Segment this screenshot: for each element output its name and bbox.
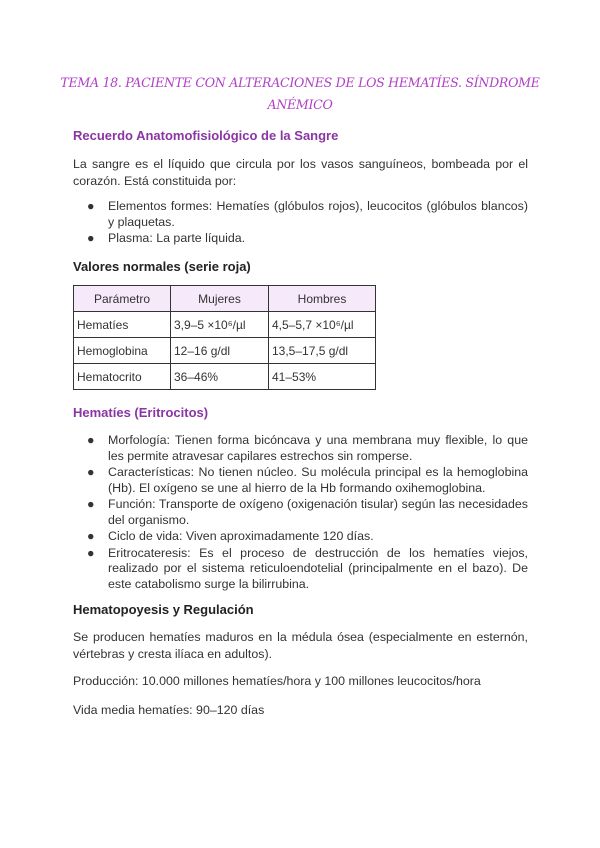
list-item: ● Función: Transporte de oxígeno (oxigenación tisular) según las necesidades del organismo. — [87, 497, 528, 527]
components-list — [73, 199, 528, 248]
hematopoyesis-paragraph: Se producen hematíes maduros en la médula ósea (especialmente en esternón, vértebras y cresta ilíaca en adultos). — [73, 630, 528, 661]
list-item: ● Eritrocateresis: Es el proceso de destrucción de los hematíes viejos, realizado por el sistema reticuloendotelial (principalmente en el bazo). De este catabolismo surge la bilirrubina. — [87, 545, 528, 591]
section-heading-sangre: Recuerdo Anatomofisiológico de la Sangre — [73, 128, 339, 143]
bullet-icon: ● — [87, 433, 95, 447]
column-header: Mujeres — [171, 286, 269, 312]
list-item: ● Morfología: Tienen forma bicóncava y una membrana muy flexible, lo que les permite atravesar capilares estrechos sin romperse. — [87, 433, 528, 463]
table-cell: 13,5–17,5 g/dl — [269, 338, 376, 364]
table-heading: Valores normales (serie roja) — [73, 259, 251, 274]
list-item: ● Características: No tienen núcleo. Su molécula principal es la hemoglobina (Hb). El oxígeno se une al hierro de la Hb formando oxihemoglobina. — [87, 465, 528, 495]
table-cell: Hematocrito — [74, 364, 171, 390]
list-item: ● Elementos formes: Hematíes (glóbulos rojos), leucocitos (glóbulos blancos) y plaquetas. — [87, 199, 528, 229]
section-heading-hematies: Hematíes (Eritrocitos) — [73, 405, 209, 420]
table-cell: Hematíes — [74, 312, 171, 338]
table-cell: 3,9–5 ×10⁶/µl — [171, 312, 269, 338]
hematies-list — [73, 433, 528, 593]
column-header: Parámetro — [74, 286, 171, 312]
bullet-icon: ● — [87, 465, 95, 479]
title-line-2: ANÉMICO — [267, 97, 333, 112]
normal-values-table — [73, 285, 376, 390]
document-title — [60, 72, 540, 116]
table-row — [74, 364, 376, 390]
bullet-icon: ● — [87, 497, 95, 511]
list-item: ● Plasma: La parte líquida. — [87, 231, 246, 245]
list-item: ● Ciclo de vida: Viven aproximadamente 120 días. — [87, 529, 374, 543]
bullet-icon: ● — [87, 199, 95, 213]
title-line-1: TEMA 18. PACIENTE CON ALTERACIONES DE LOS HEMATÍES. SÍNDROME — [60, 75, 540, 90]
bullet-icon: ● — [87, 529, 95, 543]
table-cell: 36–46% — [171, 364, 269, 390]
table-row — [74, 312, 376, 338]
bullet-icon: ● — [87, 231, 95, 245]
vida-media-paragraph: Vida media hematíes: 90–120 días — [73, 703, 265, 717]
table-cell: Hemoglobina — [74, 338, 171, 364]
table-cell: 12–16 g/dl — [171, 338, 269, 364]
table-cell: 4,5–5,7 ×10⁶/µl — [269, 312, 376, 338]
column-header: Hombres — [269, 286, 376, 312]
produccion-paragraph: Producción: 10.000 millones hematíes/hora y 100 millones leucocitos/hora — [73, 674, 481, 688]
bullet-icon: ● — [87, 545, 95, 560]
table-row — [74, 338, 376, 364]
intro-paragraph: La sangre es el líquido que circula por los vasos sanguíneos, bombeada por el corazón. Está constituida por: — [73, 157, 528, 188]
section-heading-hematopoyesis: Hematopoyesis y Regulación — [73, 602, 254, 617]
table-cell: 41–53% — [269, 364, 376, 390]
table-header-row — [74, 286, 376, 312]
